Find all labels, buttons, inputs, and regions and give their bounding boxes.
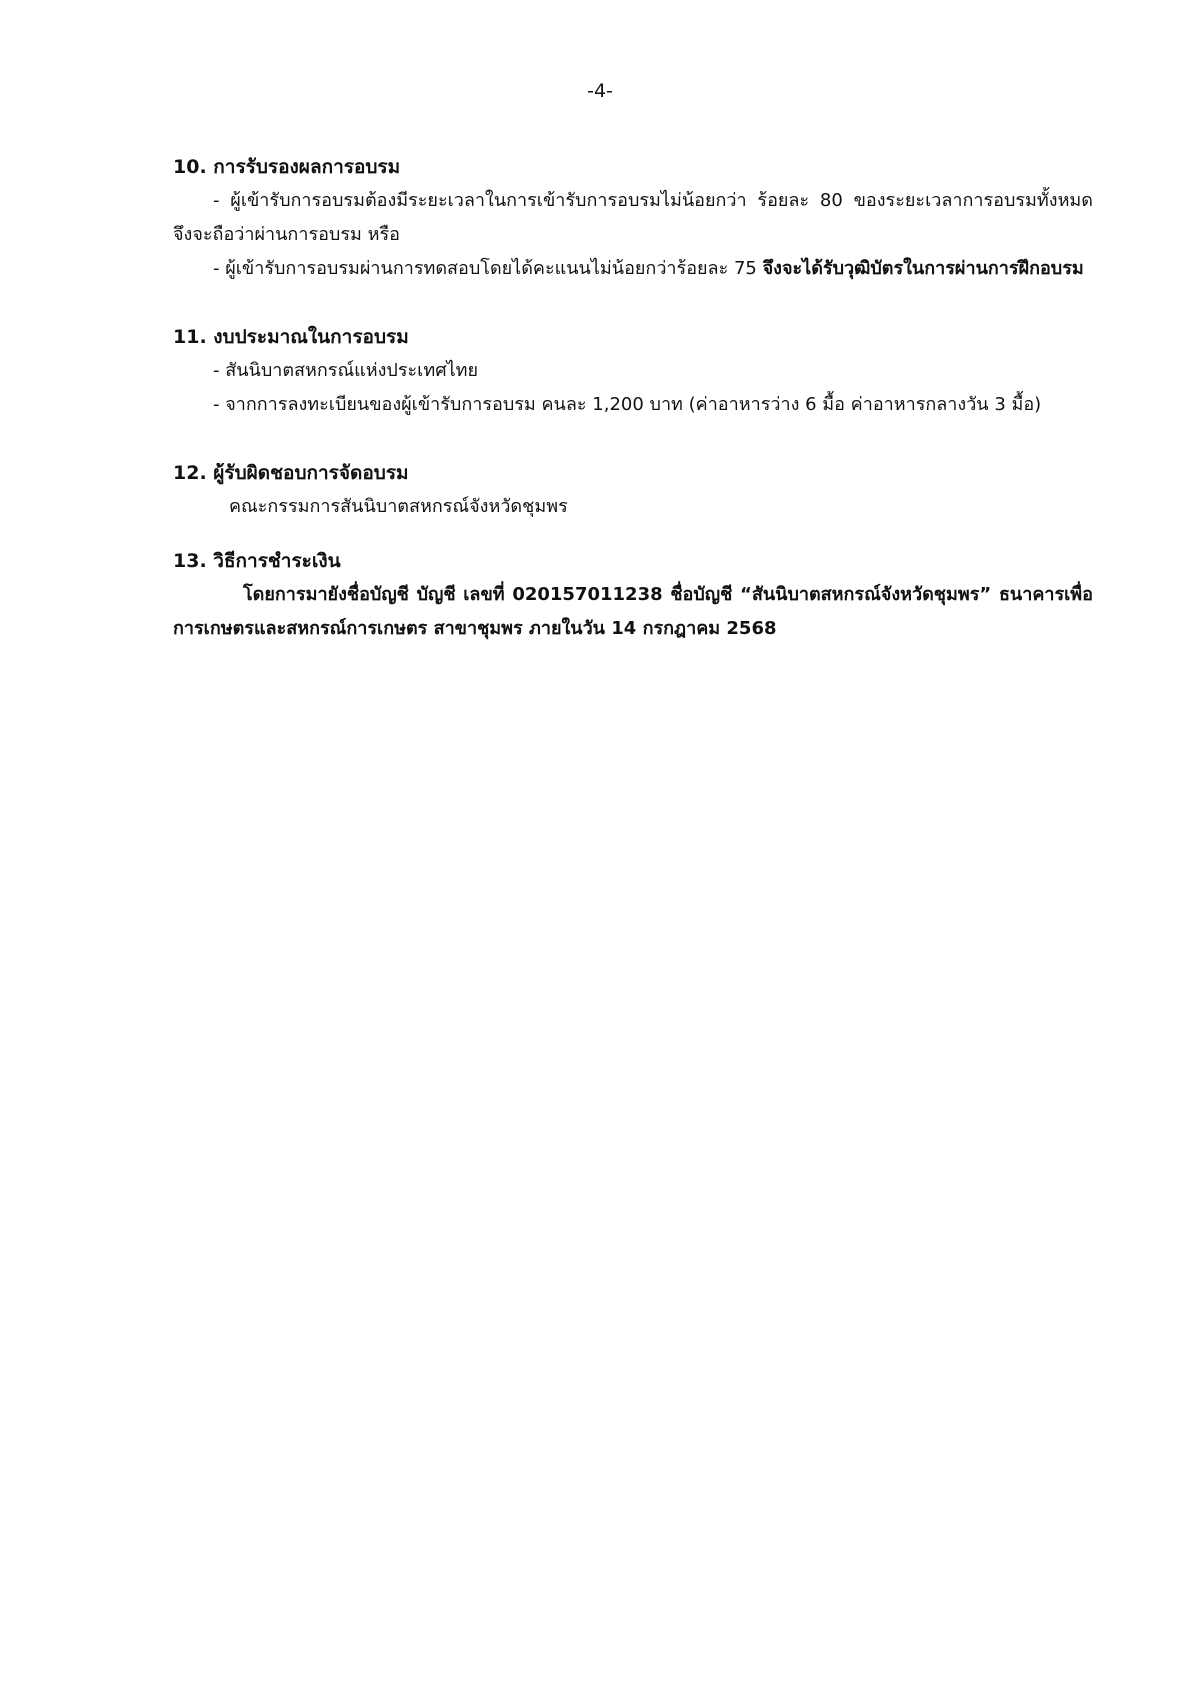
section-heading: 13. วิธีการชำระเงิน <box>173 550 341 572</box>
section-heading: 12. ผู้รับผิดชอบการจัดอบรม <box>173 462 409 484</box>
attendance-requirement: - ผู้เข้ารับการอบรมต้องมีระยะเวลาในการเข้ารับการอบรมไม่น้อยกว่า ร้อยละ 80 ของระยะเวลาการอบรมทั้งหมด จึงจะถือว่าผ่านการอบรม หรือ <box>173 190 1093 245</box>
section-payment <box>173 544 1093 646</box>
budget-source-league: - สันนิบาตสหกรณ์แห่งประเทศไทย <box>213 360 479 381</box>
section-heading: 10. การรับรองผลการอบรม <box>173 156 401 178</box>
section-budget <box>173 320 1093 422</box>
payment-instructions: โดยการมายังชื่อบัญชี บัญชี เลขที่ 020157011238 ชื่อบัญชี “สันนิบาตสหกรณ์จังหวัดชุมพร” ธนาคารเพื่อการเกษตรและสหกรณ์การเกษตร สาขาชุมพร ภายในวัน 14 กรกฎาคม 2568 <box>173 584 1093 639</box>
exam-requirement-text: - ผู้เข้ารับการอบรมผ่านการทดสอบโดยได้คะแนนไม่น้อยกว่าร้อยละ 75 <box>213 258 763 279</box>
section-certification <box>173 150 1093 286</box>
organizer-name: คณะกรรมการสันนิบาตสหกรณ์จังหวัดชุมพร <box>229 496 568 517</box>
page-number: -4- <box>587 80 613 102</box>
section-heading: 11. งบประมาณในการอบรม <box>173 326 409 348</box>
budget-source-registration: - จากการลงทะเบียนของผู้เข้ารับการอบรม คนละ 1,200 บาท (ค่าอาหารว่าง 6 มื้อ ค่าอาหารกลางวัน 3 มื้อ) <box>213 394 1042 415</box>
certificate-note: จึงจะได้รับวุฒิบัตรในการผ่านการฝึกอบรม <box>762 258 1084 279</box>
section-organizer <box>173 456 1093 524</box>
exam-requirement <box>173 252 1093 286</box>
document-body <box>173 150 1093 680</box>
